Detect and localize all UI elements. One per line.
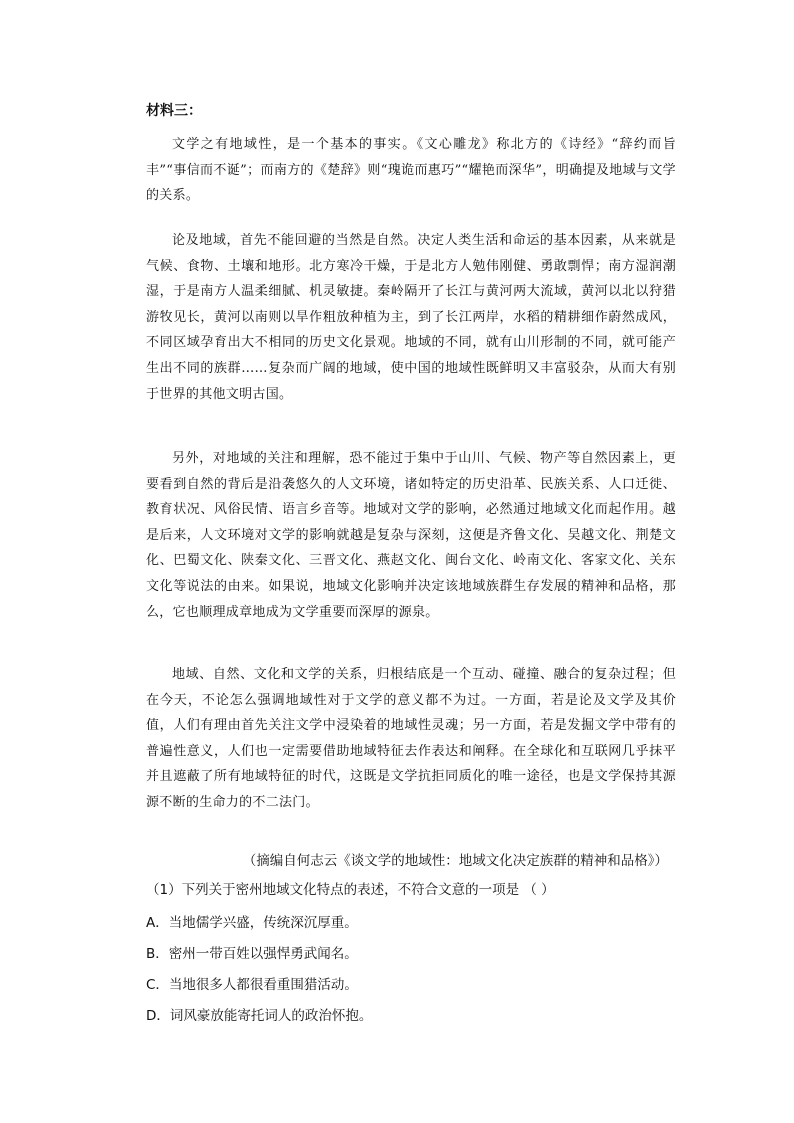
option-c[interactable] [146, 975, 358, 995]
question-prompt: （1）下列关于密州地域文化特点的表述，不符合文意的一项是 （ ） [146, 882, 555, 898]
option-a-letter: A． [146, 915, 169, 931]
option-d-letter: D． [146, 1008, 170, 1024]
paragraph-1: 文学之有地域性，是一个基本的事实。《文心雕龙》称北方的《诗经》“辞约而旨丰”“事信而不诞”；而南方的《楚辞》则“瑰诡而惠巧”“耀艳而深华”，明确提及地域与文学的关系。 [146, 137, 676, 204]
option-a[interactable] [146, 913, 358, 933]
option-c-text: 当地很多人都很看重围猎活动。 [168, 977, 358, 993]
option-b[interactable] [146, 944, 358, 964]
source-citation: （摘编自何志云《谈文学的地域性：地域文化决定族群的精神和品格》） [242, 853, 668, 869]
option-b-text: 密州一带百姓以强悍勇武闻名。 [168, 946, 358, 962]
option-d[interactable] [146, 1006, 372, 1026]
paragraph-2: 论及地域，首先不能回避的当然是自然。决定人类生活和命运的基本因素，从来就是气候、食物、土壤和地形。北方寒冷干燥，于是北方人勉伟刚健、勇敢剽悍；南方湿润潮湿，于是南方人温柔细腻、机灵敏捷。秦岭隔开了长江与黄河两大流域，黄河以北以狩猎游牧见长，黄河以南则以旱作粗放种植为主，到了长江两岸，水稻的精耕细作蔚然成风，不同区域孕育出大不相同的历史文化景观。地域的不同，就有山川形制的不同，就可能产生出不同的族群……复杂而广阔的地域，使中国的地域性既鲜明又丰富驳杂，从而大有别于世界的其他文明古国。 [146, 233, 676, 402]
option-a-text: 当地儒学兴盛，传统深沉厚重。 [168, 915, 358, 931]
paragraph-3: 另外，对地域的关注和理解，恐不能过于集中于山川、气候、物产等自然因素上，更要看到自然的背后是沿袭悠久的人文环境，诸如特定的历史沿革、民族关系、人口迁徙、教育状况、风俗民情、语言乡音等。地域对文学的影响，必然通过地域文化而起作用。越是后来，人文环境对文学的影响就越是复杂与深刻，这便是齐鲁文化、吴越文化、荆楚文化、巴蜀文化、陕秦文化、三晋文化、燕赵文化、闽台文化、岭南文化、客家文化、关东文化等说法的由来。如果说，地域文化影响并决定该地域族群生存发展的精神和品格，那么，它也顺理成章地成为文学重要而深厚的源泉。 [146, 451, 676, 620]
option-d-text: 词风豪放能寄托词人的政治怀抱。 [169, 1008, 373, 1024]
material-heading: 材料三： [146, 103, 202, 119]
option-c-letter: C． [146, 977, 169, 993]
option-b-letter: B． [146, 946, 169, 962]
paragraph-4: 地域、自然、文化和文学的关系，归根结底是一个互动、碰撞、融合的复杂过程；但在今天，不论怎么强调地域性对于文学的意义都不为过。一方面，若是论及文学及其价值，人们有理由首先关注文学中浸染着的地域性灵魂；另一方面，若是发掘文学中带有的普遍性意义，人们也一定需要借助地域特征去作表达和阐释。在全球化和互联网几乎抹平并且遮蔽了所有地域特征的时代，这既是文学抗拒同质化的唯一途径，也是文学保持其源源不断的生命力的不二法门。 [146, 667, 676, 810]
